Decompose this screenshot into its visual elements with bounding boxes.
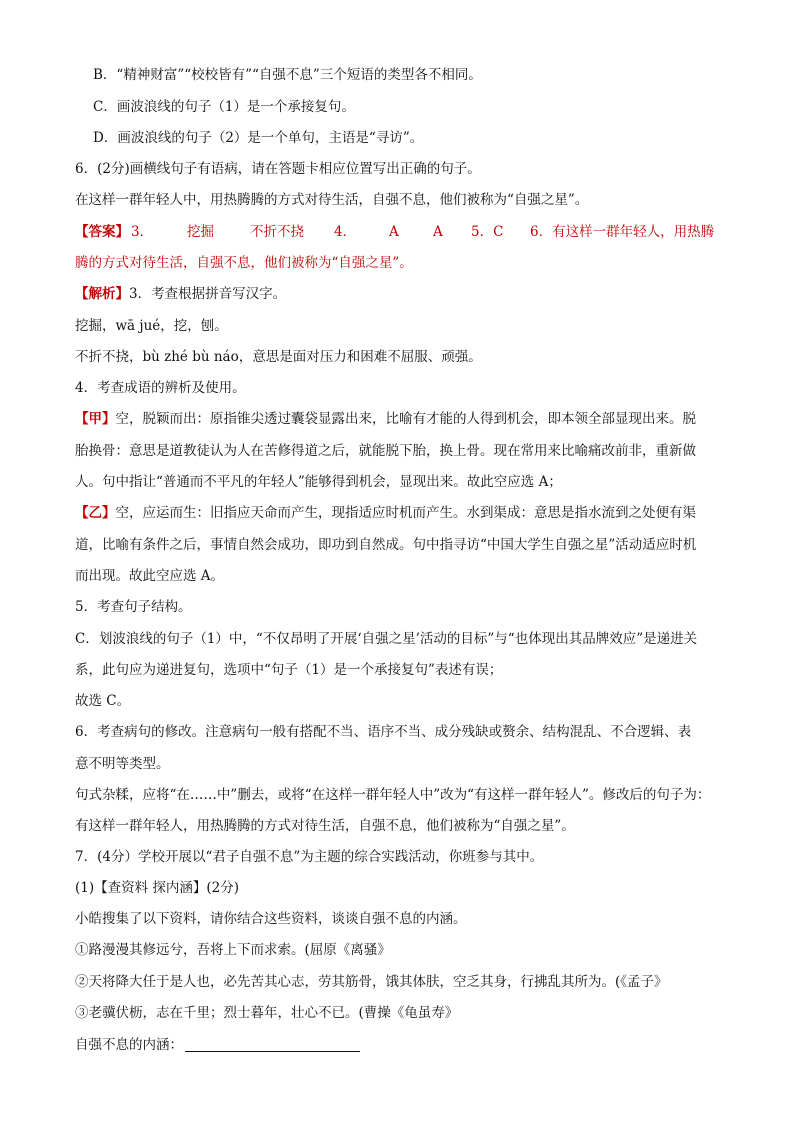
analysis-q5-line-1: C．划波浪线的句子（1）中，“不仅昂明了开展‘自强之星’活动的目标”与“也体现出其品牌效应”是递进关 <box>75 631 698 647</box>
answer-line-1 <box>75 222 129 242</box>
material-2: ②天将降大任于是人也，必先苦其心志，劳其筋骨，饿其体肤，空乏其身，行拂乱其所为。(《孟子》 <box>75 974 668 990</box>
answer-line-2: 腾的方式对待生活，自强不息，他们被称为“自强之星”。 <box>75 255 413 271</box>
analysis-jia-2: 胎换骨：意思是道教徒认为人在苦修得道之后，就能脱下胎，换上骨。现在常用来比喻痛改前非，重新做 <box>75 443 696 459</box>
answer-part-6: 6．有这样一群年轻人，用热腾 <box>530 224 715 240</box>
option-d: D．画波浪线的句子（2）是一个单句，主语是“寻访”。 <box>93 130 424 146</box>
analysis-yi-3: 而出现。故此空应选 A。 <box>75 568 225 584</box>
analysis-q6-line-1: 6．考查病句的修改。注意病句一般有搭配不当、语序不当、成分残缺或赘余、结构混乱、不合逻辑、表 <box>75 724 692 740</box>
analysis-bzbn: 不折不挠，bù zhé bù náo，意思是面对压力和困难不屈服、顽强。 <box>75 349 482 365</box>
analysis-q5: 5．考查句子结构。 <box>75 599 192 615</box>
answer-a1: A <box>389 224 399 240</box>
analysis-q6-line-4: 有这样一群年轻人，用热腾腾的方式对待生活，自强不息，他们被称为“自强之星”。 <box>75 818 575 834</box>
question-7-sub1: (1)【查资料 探内涵】(2分) <box>75 880 240 896</box>
answer-bzbn: 不折不挠 <box>250 224 304 240</box>
analysis-yi-1 <box>75 503 696 523</box>
yi-text-1: 空，应运而生：旧指应天命而产生，现指适应时机而产生。水到渠成：意思是指水流到之处便有渠 <box>115 505 696 521</box>
question-7-intro: 小皓搜集了以下资料，请你结合这些资料，谈谈自强不息的内涵。 <box>75 911 467 927</box>
answer-part-4: 4． <box>334 224 357 240</box>
analysis-yi-2: 道，比喻有条件之后，事情自然会成功，即功到自然成。句中指寻访“中国大学生自强之星”活动适应时机 <box>75 537 697 553</box>
material-3: ③老骥伏枥，志在千里；烈士暮年，壮心不已。(曹操《龟虽寿》 <box>75 1005 459 1021</box>
analysis-label: 【解析】 <box>75 286 129 302</box>
analysis-intro: 3．考查根据拼音写汉字。 <box>129 286 287 302</box>
analysis-q5-line-3: 故选 C。 <box>75 693 131 709</box>
analysis-q6-line-2: 意不明等类型。 <box>75 756 170 772</box>
jia-label: 【甲】 <box>75 411 116 427</box>
answer-prompt-line <box>75 1035 360 1055</box>
answer-part-3: 3． <box>131 224 154 240</box>
yi-label: 【乙】 <box>75 505 116 521</box>
question-6-stem: 6．(2分)画横线句子有语病，请在答题卡相应位置写出正确的句子。 <box>75 161 481 177</box>
answer-label: 【答案】 <box>75 224 129 240</box>
analysis-jia-1 <box>75 409 696 429</box>
question-7-stem: 7．(4分）学校开展以“君子自强不息”为主题的综合实践活动，你班参与其中。 <box>75 849 544 865</box>
analysis-q6-line-3: 句式杂糅，应将“在……中”删去，或将“在这样一群年轻人中”改为“有这样一群年轻人”。修改后的句子为： <box>75 787 711 803</box>
analysis-heading <box>75 284 286 304</box>
material-1: ①路漫漫其修远兮，吾将上下而求索。(屈原《离骚》 <box>75 942 391 958</box>
answer-wajue: 挖掘 <box>187 224 214 240</box>
analysis-q5-line-2: 系，此句应为递进复句，选项中“句子（1）是一个承接复句”表述有误； <box>75 662 503 678</box>
analysis-jia-3: 人。句中指让“普通而不平凡的年轻人”能够得到机会，显现出来。故此空应选 A； <box>75 474 562 490</box>
answer-part-5: 5．C <box>471 224 504 240</box>
jia-text-1: 空，脱颖而出：原指锥尖透过囊袋显露出来，比喻有才能的人得到机会，即本领全部显现出来。脱 <box>115 411 696 427</box>
answer-a2: A <box>433 224 443 240</box>
answer-blank[interactable] <box>185 1037 360 1052</box>
analysis-wajue: 挖掘，wā jué，挖，刨。 <box>75 318 228 334</box>
option-b: B．“精神财富”“校校皆有”“自强不息”三个短语的类型各不相同。 <box>93 67 482 83</box>
answer-prompt: 自强不息的内涵： <box>75 1037 183 1053</box>
option-c: C．画波浪线的句子（1）是一个承接复句。 <box>93 99 355 115</box>
question-6-sentence: 在这样一群年轻人中，用热腾腾的方式对待生活，自强不息，他们被称为“自强之星”。 <box>75 192 589 208</box>
analysis-q4: 4．考查成语的辨析及使用。 <box>75 380 246 396</box>
